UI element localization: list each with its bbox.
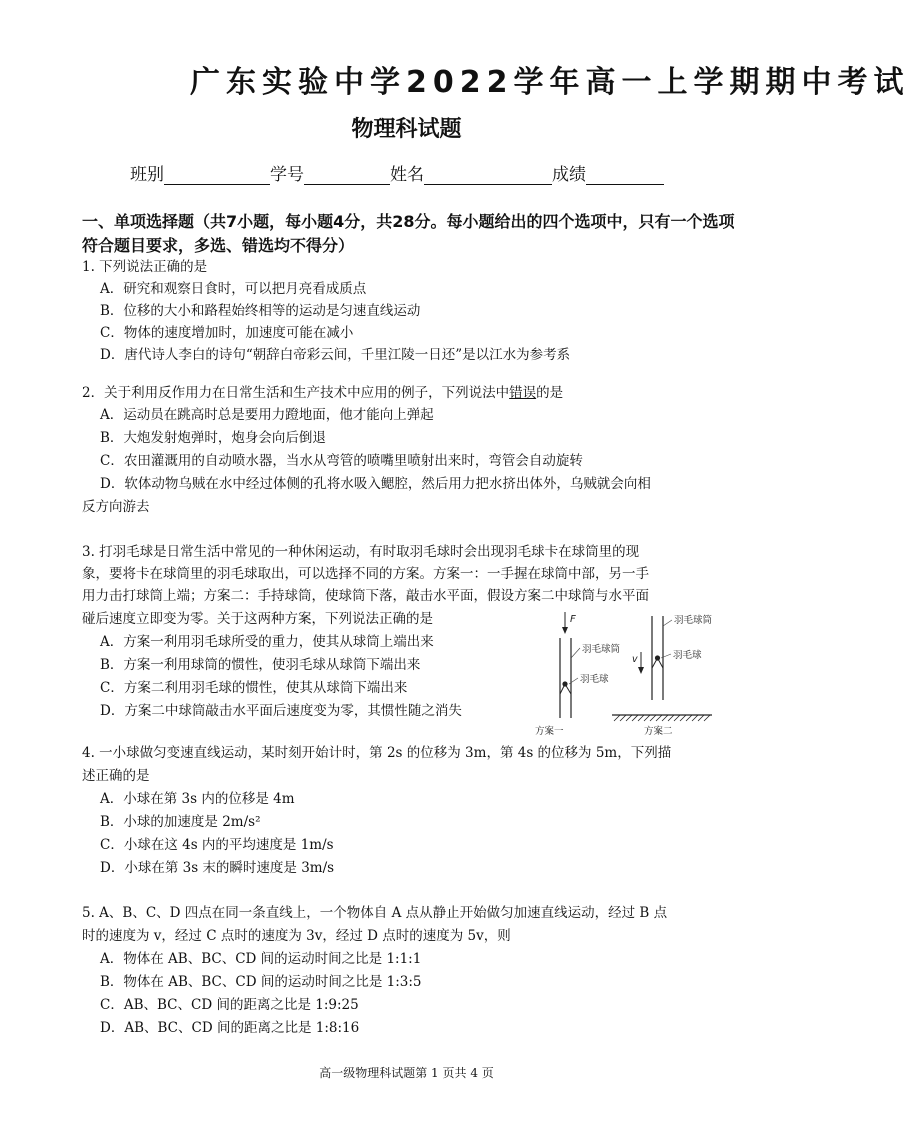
student-number-label: 学号 bbox=[270, 165, 304, 185]
scheme-two-caption: 方案二 bbox=[644, 726, 673, 737]
q5-stem-line2: 时的速度为 v，经过 C 点时的速度为 3v，经过 D 点时的速度为 5v，则 bbox=[82, 928, 511, 944]
force-label: F bbox=[570, 614, 576, 625]
q4-option-c: C．小球在这 4s 内的平均速度是 1m/s bbox=[100, 837, 334, 853]
q4-stem-line1: 4. 一小球做匀变速直线运动，某时刻开始计时，第 2s 的位移为 3m，第 4s 的位移为 5m，下列描 bbox=[82, 745, 672, 761]
ball-1-leader bbox=[569, 678, 578, 684]
velocity-arrow-head bbox=[638, 667, 644, 674]
score-label: 成绩 bbox=[552, 165, 586, 185]
q1-option-d: D．唐代诗人李白的诗句“朝辞白帝彩云间，千里江陵一日还”是以江水为参考系 bbox=[100, 347, 571, 363]
q2-option-c: C．农田灌溉用的自动喷水器，当水从弯管的喷嘴里喷射出来时，弯管会自动旋转 bbox=[100, 453, 583, 469]
ball-1-label: 羽毛球 bbox=[580, 674, 609, 685]
force-arrow-head bbox=[562, 627, 568, 634]
name-field[interactable] bbox=[424, 166, 552, 185]
q2-option-b: B．大炮发射炮弹时，炮身会向后倒退 bbox=[100, 430, 326, 446]
scheme-one-diagram bbox=[535, 612, 621, 737]
q3-option-c: C．方案二利用羽毛球的惯性，使其从球筒下端出来 bbox=[100, 680, 408, 696]
tube-2-leader bbox=[663, 620, 672, 626]
q2-option-d-line1: D．软体动物乌贼在水中经过体侧的孔将水吸入鳃腔，然后用力把水挤出体外，乌贼就会向相 bbox=[100, 476, 651, 492]
q4-option-a: A．小球在第 3s 内的位移是 4m bbox=[100, 791, 295, 807]
tube-2-label: 羽毛球筒 bbox=[674, 615, 713, 626]
q2-stem bbox=[82, 383, 563, 403]
q5-option-b: B．物体在 AB、BC、CD 间的运动时间之比是 1:3:5 bbox=[100, 974, 422, 990]
q5-option-c: C．AB、BC、CD 间的距离之比是 1:9:25 bbox=[100, 997, 359, 1013]
shuttlecock-tube-figure bbox=[520, 608, 720, 740]
shuttlecock-2-head bbox=[655, 655, 660, 660]
tube-1-label: 羽毛球筒 bbox=[582, 644, 621, 655]
shuttlecock-1-head bbox=[562, 681, 567, 686]
q3-stem-line3: 用力击打球筒上端；方案二：手持球筒，使球筒下落，敲击水平面，假设方案二中球筒与水平面 bbox=[82, 588, 649, 604]
q3-stem-line2: 象，要将卡在球筒里的羽毛球取出，可以选择不同的方案。方案一：一手握在球筒中部，另一手 bbox=[82, 566, 649, 582]
page-title: 物理科试题 bbox=[351, 117, 462, 142]
class-label: 班别 bbox=[130, 165, 164, 185]
q2-stem-underlined: 错误 bbox=[509, 385, 537, 401]
q5-option-a: A．物体在 AB、BC、CD 间的运动时间之比是 1:1:1 bbox=[100, 951, 422, 967]
cut-off-title-text: 广东实验中学2022学年高一上学期期中考试 bbox=[190, 65, 910, 100]
q4-stem-line2: 述正确的是 bbox=[82, 768, 150, 784]
q5-stem-line1: 5. A、B、C、D 四点在同一条直线上，一个物体自 A 点从静止开始做匀加速直线运动，经过 B 点 bbox=[82, 905, 668, 921]
q3-stem-line1: 3. 打羽毛球是日常生活中常见的一种休闲运动，有时取羽毛球时会出现羽毛球卡在球筒里的现 bbox=[82, 544, 640, 560]
q4-option-d: D．小球在第 3s 末的瞬时速度是 3m/s bbox=[100, 860, 335, 876]
q2-option-d-line2: 反方向游去 bbox=[82, 499, 150, 515]
q2-stem-before: 2．关于利用反作用力在日常生活和生产技术中应用的例子，下列说法中 bbox=[82, 385, 510, 401]
score-field[interactable] bbox=[586, 166, 664, 185]
velocity-label: v bbox=[632, 654, 638, 665]
q1-option-b: B．位移的大小和路程始终相等的运动是匀速直线运动 bbox=[100, 303, 421, 319]
ball-2-label: 羽毛球 bbox=[673, 650, 702, 661]
q1-option-c: C．物体的速度增加时，加速度可能在减小 bbox=[100, 325, 354, 341]
student-number-field[interactable] bbox=[304, 166, 390, 185]
student-info-row bbox=[130, 160, 664, 185]
section-heading: 一、单项选择题（共7小题，每小题4分，共28分。每小题给出的四个选项中，只有一个选项符合题目要求，多选、错选均不得分） bbox=[82, 212, 735, 255]
q3-option-d: D．方案二中球筒敲击水平面后速度变为零，其惯性随之消失 bbox=[100, 703, 462, 719]
ground-hatching bbox=[614, 715, 710, 721]
q5-option-d: D．AB、BC、CD 间的距离之比是 1:8:16 bbox=[100, 1020, 360, 1036]
name-label: 姓名 bbox=[390, 165, 424, 185]
q3-stem-line4: 碰后速度立即变为零。关于这两种方案，下列说法正确的是 bbox=[82, 611, 433, 627]
scheme-one-caption: 方案一 bbox=[535, 726, 564, 737]
q1-stem: 1. 下列说法正确的是 bbox=[82, 259, 208, 275]
page-footer: 高一级物理科试题第 1 页共 4 页 bbox=[319, 1066, 494, 1080]
q1-option-a: A．研究和观察日食时，可以把月亮看成质点 bbox=[100, 281, 367, 297]
scheme-two-diagram bbox=[612, 614, 713, 737]
q2-option-a: A．运动员在跳高时总是要用力蹬地面，他才能向上弹起 bbox=[100, 407, 434, 423]
q3-option-a: A．方案一利用羽毛球所受的重力，使其从球筒上端出来 bbox=[100, 634, 434, 650]
class-field[interactable] bbox=[164, 166, 270, 185]
q2-stem-after: 的是 bbox=[536, 385, 564, 401]
tube-1-leader bbox=[571, 648, 580, 658]
cut-off-title bbox=[190, 65, 910, 102]
q3-option-b: B．方案一利用球筒的惯性，使羽毛球从球筒下端出来 bbox=[100, 657, 421, 673]
q4-option-b: B．小球的加速度是 2m/s² bbox=[100, 814, 261, 830]
